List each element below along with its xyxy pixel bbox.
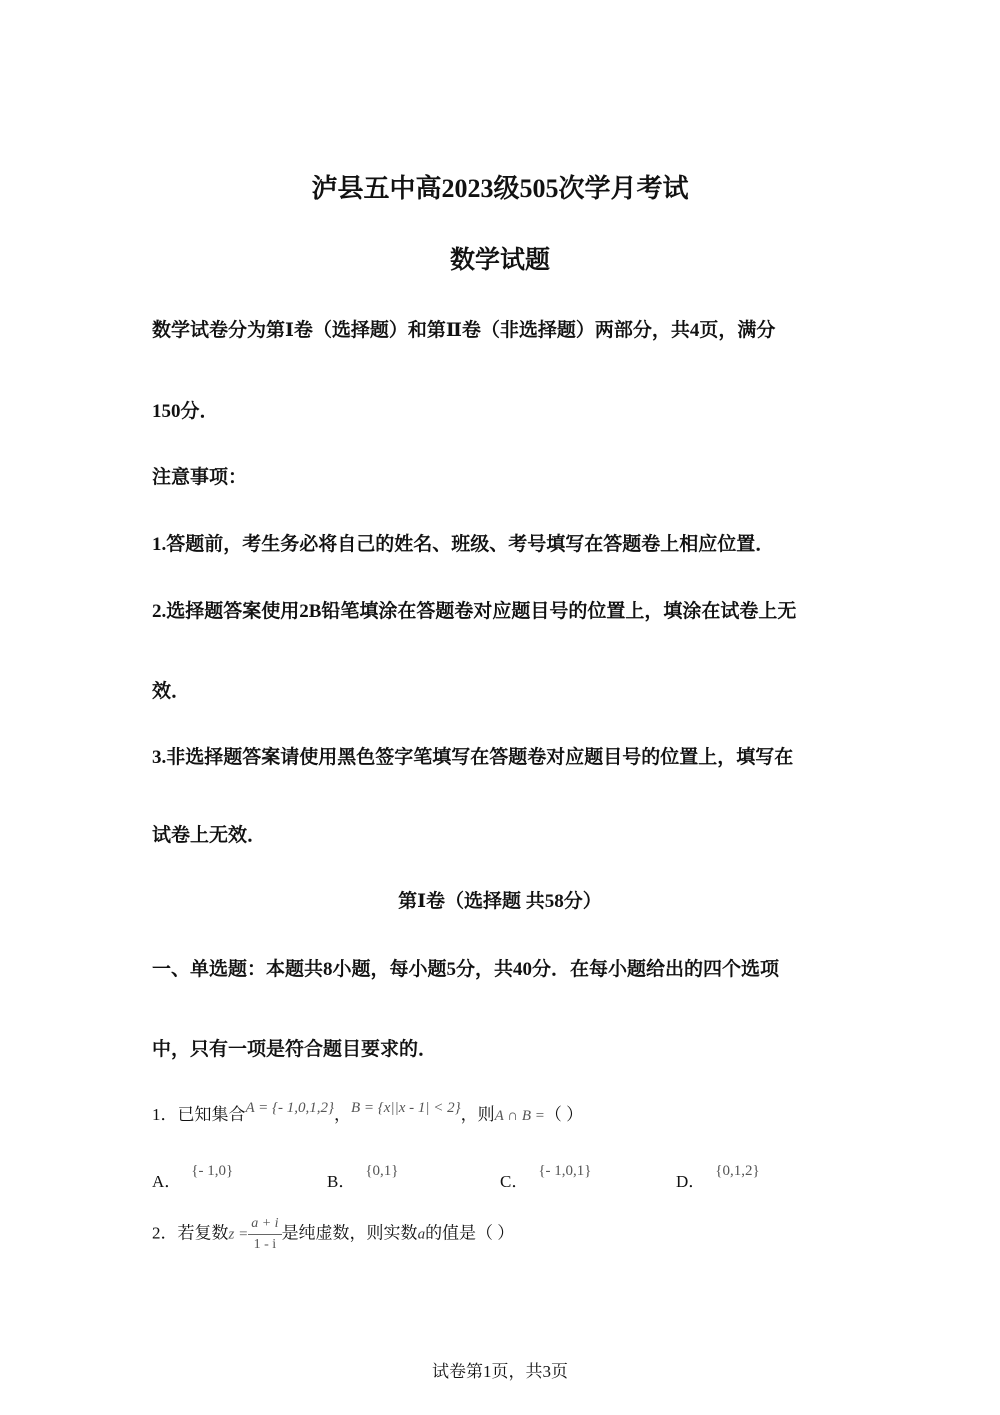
question-1-then: ，则 [460, 1105, 495, 1124]
exam-title: 泸县五中高2023级505次学月考试 [311, 174, 689, 203]
question-1-option-c [500, 1163, 592, 1192]
notice-item-3-line-2: 试卷上无效． [152, 825, 267, 846]
fraction-denominator: 1 - i [253, 1237, 277, 1252]
option-label: C． [500, 1172, 529, 1191]
question-2-suffix: 的值是（ ） [425, 1223, 515, 1243]
set-a-expression: A = {- 1,0,1,2} [245, 1100, 335, 1116]
section-1-heading: 第Ⅰ卷（选择题 共58分） [398, 891, 602, 912]
notice-heading: 注意事项： [152, 467, 248, 488]
option-value: {- 1,0} [191, 1163, 234, 1179]
notice-item-3-line-1: 3.非选择题答案请使用黑色签字笔填写在答题卷对应题目号的位置上，填写在 [152, 747, 794, 768]
question-1-option-b [327, 1163, 399, 1192]
section-1-instructions-line-2: 中，只有一项是符合题目要求的． [152, 1039, 438, 1060]
option-label: D． [676, 1172, 706, 1191]
section-1-instructions-line-1: 一、单选题：本题共8小题，每小题5分，共40分．在每小题给出的四个选项 [152, 959, 780, 980]
set-b-expression: B = {x||x - 1| < 2} [351, 1100, 461, 1116]
page-footer: 试卷第1页，共3页 [432, 1362, 568, 1381]
exam-subtitle: 数学试题 [449, 247, 550, 274]
option-value: {- 1,0,1} [538, 1163, 592, 1179]
question-1-option-d [676, 1163, 760, 1192]
fraction-numerator: a + i [248, 1216, 281, 1235]
option-value: {0,1,2} [715, 1163, 760, 1179]
question-2-mid: 是纯虚数，则实数 [281, 1223, 418, 1243]
intro-line-2: 150分． [152, 401, 219, 422]
option-value: {0,1} [365, 1163, 399, 1179]
question-2-prefix: 2．若复数 [152, 1223, 229, 1243]
intersection-expression: A ∩ B = [494, 1108, 545, 1124]
question-1-comma: ， [334, 1105, 352, 1124]
intro-line-1: 数学试卷分为第Ⅰ卷（选择题）和第Ⅱ卷（非选择题）两部分，共4页，满分 [152, 320, 776, 341]
z-symbol: z = [228, 1226, 249, 1243]
option-label: B． [327, 1172, 356, 1191]
option-label: A． [152, 1172, 182, 1191]
question-1-option-a [152, 1163, 234, 1192]
notice-item-1: 1.答题前，考生务必将自己的姓名、班级、考号填写在答题卷上相应位置． [152, 534, 775, 555]
question-1 [152, 1100, 583, 1125]
notice-item-2-line-2: 效． [152, 681, 191, 702]
variable-a: a [417, 1226, 426, 1243]
complex-fraction [248, 1216, 281, 1253]
notice-item-2-line-1: 2.选择题答案使用2B铅笔填涂在答题卷对应题目号的位置上，填涂在试卷上无 [152, 601, 797, 622]
question-1-prefix: 1．已知集合 [152, 1105, 246, 1124]
answer-paren: （ ） [544, 1105, 584, 1124]
question-2 [152, 1216, 514, 1253]
